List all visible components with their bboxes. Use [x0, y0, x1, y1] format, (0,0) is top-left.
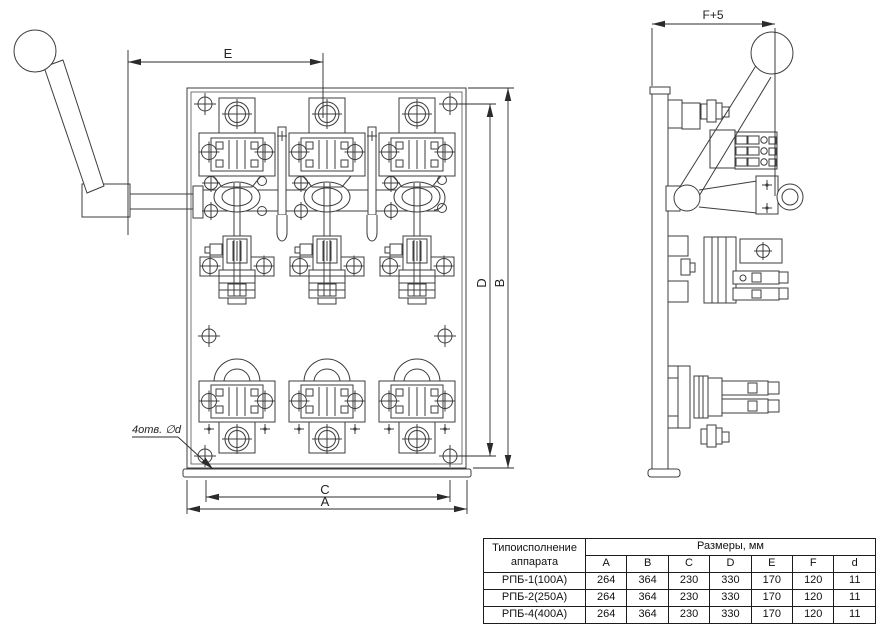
- cell: 330: [710, 573, 751, 590]
- side-top-terminal: [668, 100, 777, 169]
- dim-b-label: B: [492, 278, 507, 288]
- col-e: E: [751, 556, 792, 573]
- handle-arm: [44, 60, 104, 193]
- cell: 230: [668, 607, 709, 624]
- cell: 11: [834, 590, 876, 607]
- cell: 170: [751, 590, 792, 607]
- cell: 330: [710, 590, 751, 607]
- cell: 230: [668, 590, 709, 607]
- col-dd: d: [834, 556, 876, 573]
- handle-ball-side: [751, 32, 793, 74]
- cell: 120: [793, 590, 834, 607]
- holes-note-label: 4отв. ∅d: [132, 424, 181, 436]
- ring-eyelet: [777, 184, 803, 210]
- side-lower-terminal: [668, 366, 779, 447]
- barrier-2: [367, 127, 377, 241]
- table-dims-header: Размеры, мм: [586, 539, 876, 556]
- dim-f5-label: F+5: [702, 8, 724, 22]
- dim-e-label: E: [223, 46, 233, 61]
- cell: 264: [586, 607, 627, 624]
- cell: 330: [710, 607, 751, 624]
- front-view: [14, 30, 471, 477]
- pole-2: [289, 98, 366, 454]
- cell: 120: [793, 607, 834, 624]
- pole-1: [199, 98, 276, 454]
- dim-a-label: A: [320, 494, 330, 509]
- base-strip: [183, 469, 471, 477]
- side-panel: [652, 87, 668, 476]
- cell: 230: [668, 573, 709, 590]
- pole-3: [379, 98, 456, 454]
- row-name: РПБ-2(250А): [484, 590, 586, 607]
- barrier-1: [277, 127, 287, 241]
- cell: 170: [751, 573, 792, 590]
- cell: 11: [834, 607, 876, 624]
- table-row: [484, 590, 876, 607]
- side-middle-terminal: [668, 236, 788, 303]
- dim-c-label: C: [320, 482, 330, 497]
- cell: 264: [586, 590, 627, 607]
- cell: 11: [834, 573, 876, 590]
- dim-d-label: D: [474, 278, 489, 288]
- cell: 120: [793, 573, 834, 590]
- table-row: [484, 607, 876, 624]
- row-name: РПБ-1(100А): [484, 573, 586, 590]
- table-type-header: Типоисполнение аппарата: [484, 539, 586, 573]
- col-b: B: [627, 556, 668, 573]
- cell: 364: [627, 607, 668, 624]
- row-name: РПБ-4(400А): [484, 607, 586, 624]
- side-view: [648, 32, 803, 477]
- col-a: A: [586, 556, 627, 573]
- col-d: D: [710, 556, 751, 573]
- dimension-b: [468, 88, 514, 468]
- col-c: C: [668, 556, 709, 573]
- cell: 264: [586, 573, 627, 590]
- cell: 364: [627, 590, 668, 607]
- cell: 364: [627, 573, 668, 590]
- col-f: F: [793, 556, 834, 573]
- handle-front: [14, 30, 193, 217]
- handle-pivot-side: [674, 185, 700, 211]
- handle-ball: [14, 30, 56, 72]
- table-row: [484, 573, 876, 590]
- dimension-table: [483, 538, 876, 624]
- cell: 170: [751, 607, 792, 624]
